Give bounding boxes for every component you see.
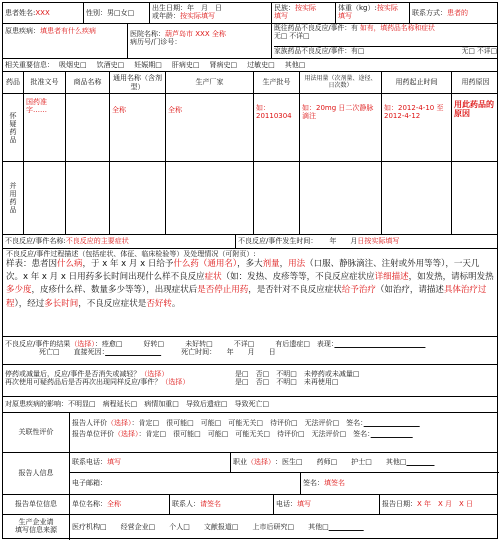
- unit-name-value: 全称: [107, 500, 121, 509]
- record-number-label: 病历号/门诊号：: [130, 38, 182, 47]
- hospital-label: 医院名称：: [130, 30, 165, 38]
- disease-cell[interactable]: [3, 24, 127, 58]
- process-segment: 详细描述: [374, 272, 409, 283]
- reporter-sign-value: 填签名: [324, 479, 345, 488]
- patient-name-label: 患者姓名:: [5, 8, 36, 17]
- weight-value-2: 填写: [338, 12, 352, 21]
- suspect-drug-row: [3, 94, 497, 162]
- disease-value: 填患者有什么疾病: [40, 27, 96, 35]
- process-segment: 。: [171, 298, 181, 309]
- outcome-select: （选择）: [70, 340, 95, 348]
- family-adr-none: 无□ 不详□: [461, 47, 497, 55]
- dosage-cell[interactable]: 如：20mg 日二次静脉滴注: [299, 94, 381, 161]
- reporter-phone-label: 联系电话：: [72, 458, 107, 467]
- process-segment: 什么病: [57, 259, 83, 270]
- period-cell[interactable]: 如：2012-4-10 至 2012-4-12: [381, 94, 451, 161]
- maker-col-header: 生产厂家: [165, 72, 253, 93]
- process-segment: （口服、静脉滴注、注射或外用等等），一天几次。x 年 x 月 x 日用药多长时间出现什么样不良反应: [6, 259, 480, 283]
- process-segment: 否好转: [146, 298, 172, 309]
- reason-cell[interactable]: 用此药品的原因: [451, 94, 499, 161]
- patient-name-cell[interactable]: [3, 3, 83, 23]
- sex-cell[interactable]: [83, 3, 149, 23]
- outcome-label: 不良反应/事件的结果: [5, 340, 71, 348]
- process-segment: 症状: [204, 272, 222, 283]
- reason-col-header: 用药原因: [451, 72, 499, 93]
- process-description: [6, 258, 496, 311]
- process-segment: ），经过: [14, 298, 45, 309]
- event-time-value: 日按实际填写: [357, 237, 400, 246]
- ethnicity-value: 按实际: [295, 4, 316, 12]
- weight-value: 按实际: [376, 4, 398, 12]
- dechallenge-question: 停药或减量后，反应/事件是否消失或减轻？: [5, 370, 141, 378]
- impact-cell[interactable]: [3, 397, 499, 412]
- process-segment: ，: [279, 259, 289, 270]
- reporter-phone-cell[interactable]: [70, 453, 230, 472]
- event-time-cell[interactable]: [235, 235, 499, 248]
- unit-contact-label: 联系人：: [172, 500, 200, 509]
- concomitant-approval-cell[interactable]: [23, 162, 65, 234]
- past-adr-none: 无□ 不详□: [274, 31, 310, 40]
- unit-date-value: X 年 X 月 X 日: [417, 500, 474, 509]
- past-adr-label: 既往药品不良反应/事件：有: [274, 24, 358, 32]
- reporter-section-label: 报告人信息: [18, 469, 54, 478]
- process-segment: 具体治疗过程: [6, 285, 487, 309]
- impact-options[interactable]: ：不明显□ 病程延长□ 病情加重□ 导致后遗症□ 导致死亡□: [61, 400, 270, 409]
- process-segment: 用法: [288, 259, 306, 270]
- evaluation-cell[interactable]: 报告人评价（选择）：肯定□ 很可能□ 可能□ 可能无关□ 待评价□ 无法评价□ 签名： 报告单位评价（选择）：肯定□ 很可能□ 可能□ 可能无关□ 待评价□ 无法评价□ 签名：: [69, 413, 499, 452]
- approval-col-header: 批准文号: [23, 72, 65, 93]
- trade-cell[interactable]: [65, 94, 109, 161]
- unit-evaluation-options[interactable]: ：肯定□ 很可能□ 可能□ 可能无关□ 待评价□ 无法评价□ 签名：: [138, 430, 371, 439]
- process-row: [3, 249, 497, 337]
- unit-phone-value: 填写: [297, 500, 311, 509]
- dosage-col-header: 用法用量（次剂量、途径、日次数）: [299, 72, 381, 93]
- liver-check[interactable]: 肝病史□: [171, 60, 200, 69]
- process-segment: （如治疗，请描述: [375, 285, 444, 296]
- drinking-check[interactable]: 饮酒史□: [96, 60, 125, 69]
- other-check[interactable]: 其他□: [284, 60, 306, 69]
- unit-date-cell[interactable]: [379, 495, 499, 514]
- past-adr-value: 如有，填药品名称和症状: [360, 24, 435, 32]
- unit-evaluation-label: 报告单位评价: [72, 430, 114, 439]
- period-col-header: 用药起止时间: [381, 72, 451, 93]
- concomitant-drug-row: [3, 162, 497, 235]
- evaluation-row: [3, 413, 497, 453]
- concomitant-maker-cell[interactable]: [165, 162, 253, 234]
- event-name-cell[interactable]: [3, 235, 235, 248]
- process-segment: 剂量: [262, 259, 280, 270]
- process-segment: 样表：患者因: [6, 259, 58, 270]
- pregnancy-check[interactable]: 妊娠期□: [134, 60, 162, 69]
- hospital-cell[interactable]: [127, 24, 271, 58]
- birth-cell[interactable]: [149, 3, 271, 23]
- unit-name-label: 单位名称：: [72, 500, 107, 509]
- patient-row: [3, 3, 497, 24]
- reporter-sign-label: 签名：: [303, 479, 324, 488]
- concomitant-drug-label: 并用药品: [9, 182, 18, 214]
- unit-date-label: 报告日期：: [382, 500, 417, 509]
- reporter-phone-value: 填写: [107, 458, 121, 467]
- concomitant-period-cell[interactable]: [381, 162, 451, 234]
- death-time-label: 死亡时间： 年 月 日: [181, 348, 276, 357]
- disease-row: [3, 24, 497, 59]
- reporter-evaluation-label: 报告人评价: [72, 419, 107, 427]
- event-name-label: 不良反应/事件名称:: [5, 237, 66, 246]
- process-segment: ，是否针对不良反应症状: [248, 285, 342, 296]
- evaluation-label: 关联性评价: [18, 428, 54, 437]
- process-label: 不良反应/事件过程描述（包括症状、体征、临床检验等）及处理情况（可附页）:: [6, 250, 256, 258]
- impact-label: 对原患疾病的影响: [5, 400, 61, 409]
- source-section-label: 生产企业请 填写信息来源: [15, 518, 57, 535]
- outcome-row: [3, 337, 497, 365]
- important-info-cell[interactable]: [3, 59, 499, 71]
- reporter-row: [3, 453, 497, 495]
- process-segment: （如：发热、皮疹等等，不良反应症状应: [221, 272, 375, 283]
- unit-phone-cell[interactable]: [273, 495, 379, 514]
- batch-cell[interactable]: 如：20110304: [253, 94, 299, 161]
- contact-cell[interactable]: [409, 3, 499, 23]
- concomitant-generic-cell[interactable]: [109, 162, 165, 234]
- disease-label: 原患疾病：: [5, 27, 40, 35]
- reporter-cell: [69, 453, 499, 494]
- concomitant-dosage-cell[interactable]: [299, 162, 381, 234]
- maker-cell[interactable]: 全称: [165, 94, 253, 161]
- birth-date-label: 出生日期：年 月 日: [152, 4, 222, 12]
- rechallenge-question: 再次使用可疑药品后是否再次出现同样反应/事件？: [5, 378, 162, 387]
- suspect-drug-label: 怀疑药品: [9, 111, 18, 144]
- process-segment: 多少度: [6, 285, 32, 296]
- source-row: [3, 515, 497, 540]
- age-label: 或年龄：: [152, 12, 180, 21]
- ethnicity-cell[interactable]: [271, 3, 335, 23]
- rechallenge-cell[interactable]: 停药或减量后，反应/事件是否消失或减轻？（选择） 是□ 否□ 不明□ 未停药或未减量□ 再次使用可疑药品后是否再次出现同样反应/事件？（选择） 是□ 否□ 不明□ 未再使用□: [5, 370, 360, 387]
- process-segment: ，多大: [237, 259, 263, 270]
- important-info-row: [3, 59, 497, 72]
- approval-cell[interactable]: 国药准字……: [23, 94, 65, 161]
- process-segment: 多长时间: [44, 298, 79, 309]
- reporter-job-options[interactable]: ：医生□ 药师□ 护士□ 其他□: [275, 458, 407, 467]
- drug-table-header: [3, 72, 497, 94]
- drug-col-header: 药品: [6, 78, 20, 87]
- ethnicity-value-2: 填写: [274, 12, 288, 21]
- reporter-email-label: 电子邮箱：: [72, 479, 107, 488]
- sex-options: 性别：男□女□: [86, 8, 135, 17]
- reporter-email-cell[interactable]: [70, 473, 300, 494]
- unit-section-label: 报告单位信息: [15, 500, 57, 509]
- concomitant-reason-cell[interactable]: [451, 162, 499, 234]
- unit-row: [3, 495, 497, 515]
- batch-col-header: 生产批号: [253, 72, 299, 93]
- generic-col-header: 通用名称（含剂型）: [109, 72, 165, 93]
- outcome-options[interactable]: ：痊愈□ 好转□ 未好转□ 不详□ 有后遗症□ 表现：: [94, 340, 335, 348]
- reporter-evaluation-options[interactable]: ：肯定□ 很可能□ 可能□ 可能无关□ 待评价□ 无法评价□ 签名：: [131, 419, 364, 427]
- process-cell[interactable]: [3, 249, 499, 336]
- smoking-check[interactable]: 吸烟史□: [59, 60, 87, 69]
- process-segment: 什么药（通用名）: [173, 259, 238, 270]
- unit-name-cell[interactable]: [69, 495, 169, 514]
- death-label[interactable]: 死亡□ 直接死因：: [39, 348, 106, 357]
- important-info-label: 相关重要信息：: [5, 60, 54, 69]
- contact-value: 患者的: [447, 8, 468, 17]
- process-segment: ，皮疹什么样、数量多少等等），出现症状后: [31, 285, 198, 296]
- unit-phone-label: 电话：: [276, 500, 297, 509]
- concomitant-trade-cell[interactable]: [65, 162, 109, 234]
- birth-value: 按实际填写: [180, 12, 215, 21]
- process-segment: ，不良反应症状是: [78, 298, 147, 309]
- kidney-check[interactable]: 肾病史□: [209, 60, 238, 69]
- patient-name-value: XXX: [35, 8, 50, 17]
- trade-col-header: 商品名称: [65, 72, 109, 93]
- allergy-check[interactable]: 过敏史□: [247, 60, 275, 69]
- reporter-job-label: 职业: [233, 458, 247, 467]
- event-time-label: 不良反应/事件发生时间：: [238, 237, 318, 246]
- source-options[interactable]: 医疗机构□ 经营企业□ 个人□ 文献报道□ 上市后研究□ 其他□: [72, 523, 329, 532]
- generic-cell[interactable]: 全称: [109, 94, 165, 161]
- dechallenge-options[interactable]: 是□ 否□ 不明□ 未停药或未减量□: [235, 370, 360, 378]
- weight-label: 体重（kg）:: [338, 4, 377, 12]
- reporter-sign-cell[interactable]: [300, 473, 499, 494]
- adr-report-form: [2, 2, 498, 539]
- weight-cell[interactable]: [335, 3, 409, 23]
- family-adr-label: 家族药品不良反应/事件：有□: [274, 47, 365, 55]
- unit-contact-value: 请签名: [200, 500, 221, 509]
- past-adr-cell[interactable]: [271, 24, 499, 58]
- source-cell[interactable]: [69, 515, 499, 540]
- event-name-value: 不良反应的主要症状: [65, 237, 129, 246]
- unit-contact-cell[interactable]: [169, 495, 273, 514]
- reporter-job-cell[interactable]: 职业 （选择） ：医生□ 药师□ 护士□ 其他□: [230, 453, 499, 472]
- rechallenge-options[interactable]: 是□ 否□ 不明□ 未再使用□: [235, 378, 339, 387]
- rechallenge-row: [3, 365, 497, 397]
- ethnicity-label: 民族：: [274, 4, 295, 12]
- outcome-cell[interactable]: [3, 337, 499, 364]
- impact-row: [3, 397, 497, 413]
- hospital-value: 葫芦岛市 XXX 全称: [165, 30, 226, 38]
- event-time-blank: 年 月: [329, 237, 358, 246]
- process-segment: ，如发热，请标明发热: [408, 272, 494, 283]
- event-row: [3, 235, 497, 249]
- process-segment: 是否停止用药: [197, 285, 249, 296]
- process-segment: ，于 x 年 x 月 x 日给予: [82, 259, 174, 270]
- concomitant-batch-cell[interactable]: [253, 162, 299, 234]
- contact-label: 联系方式：: [412, 8, 447, 17]
- process-segment: 给予治疗: [341, 285, 376, 296]
